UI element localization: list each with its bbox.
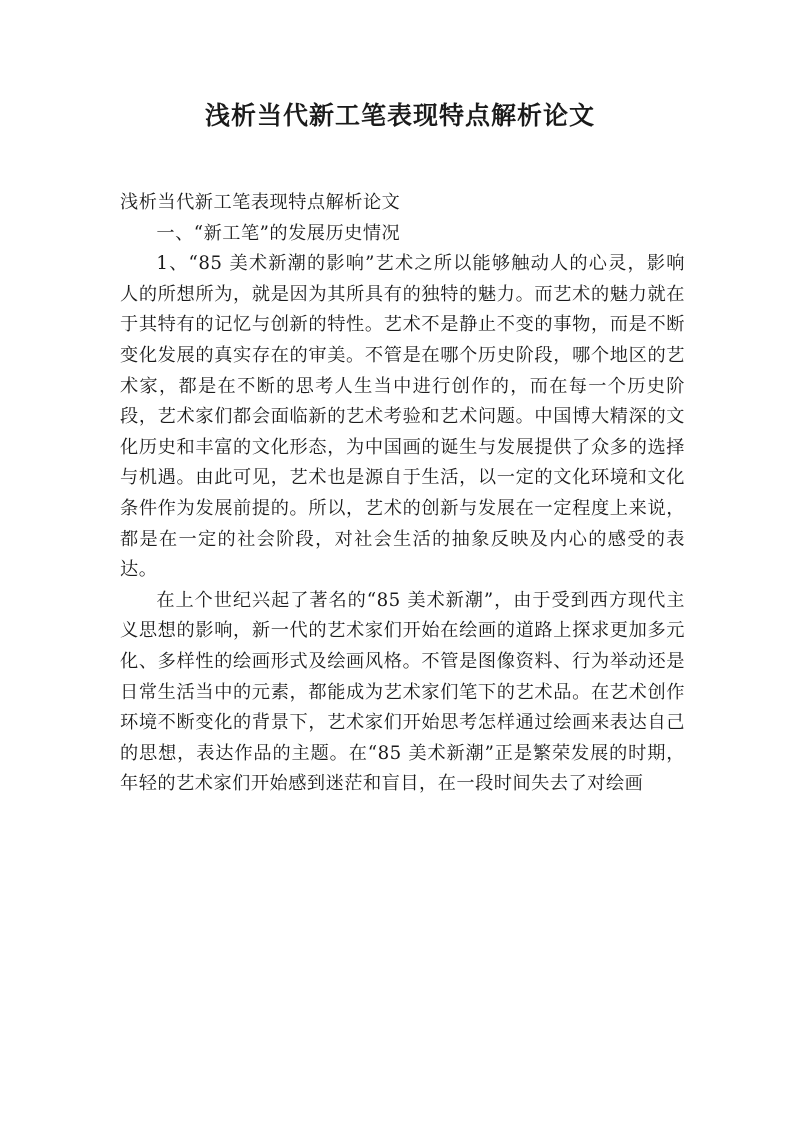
paragraph-heading: 浅析当代新工笔表现特点解析论文 [120,192,401,213]
document-body [120,188,685,800]
paragraph: 1、“85 美术新潮的影响”艺术之所以能够触动人的心灵，影响人的所想所为，就是因为其所具有的独特的魅力。而艺术的魅力就在于其特有的记忆与创新的特性。艺术不是静止不变的事物，而是不断变化发展的真实存在的审美。不管是在哪个历史阶段，哪个地区的艺术家，都是在不断的思考人生当中进行创作的，而在每一个历史阶段，艺术家们都会面临新的艺术考验和艺术问题。中国博大精深的文化历史和丰富的文化形态，为中国画的诞生与发展提供了众多的选择与机遇。由此可见，艺术也是源自于生活，以一定的文化环境和文化条件作为发展前提的。所以，艺术的创新与发展在一定程度上来说，都是在一定的社会阶段，对社会生活的抽象反映及内心的感受的表达。 [120,253,685,581]
section-heading: 一、“新工笔”的发展历史情况 [156,222,401,244]
document-title: 浅析当代新工笔表现特点解析论文 [204,101,595,130]
paragraph: 在上个世纪兴起了著名的“85 美术新潮”，由于受到西方现代主义思想的影响，新一代的艺术家们开始在绘画的道路上探求更加多元化、多样性的绘画形式及绘画风格。不管是图像资料、行为举动还是日常生活当中的元素，都能成为艺术家们笔下的艺术品。在艺术创作环境不断变化的背景下，艺术家们开始思考怎样通过绘画来表达自己的思想，表达作品的主题。在“85 美术新潮”正是繁荣发展的时期，年轻的艺术家们开始感到迷茫和盲目，在一段时间失去了对绘画 [120,589,685,795]
